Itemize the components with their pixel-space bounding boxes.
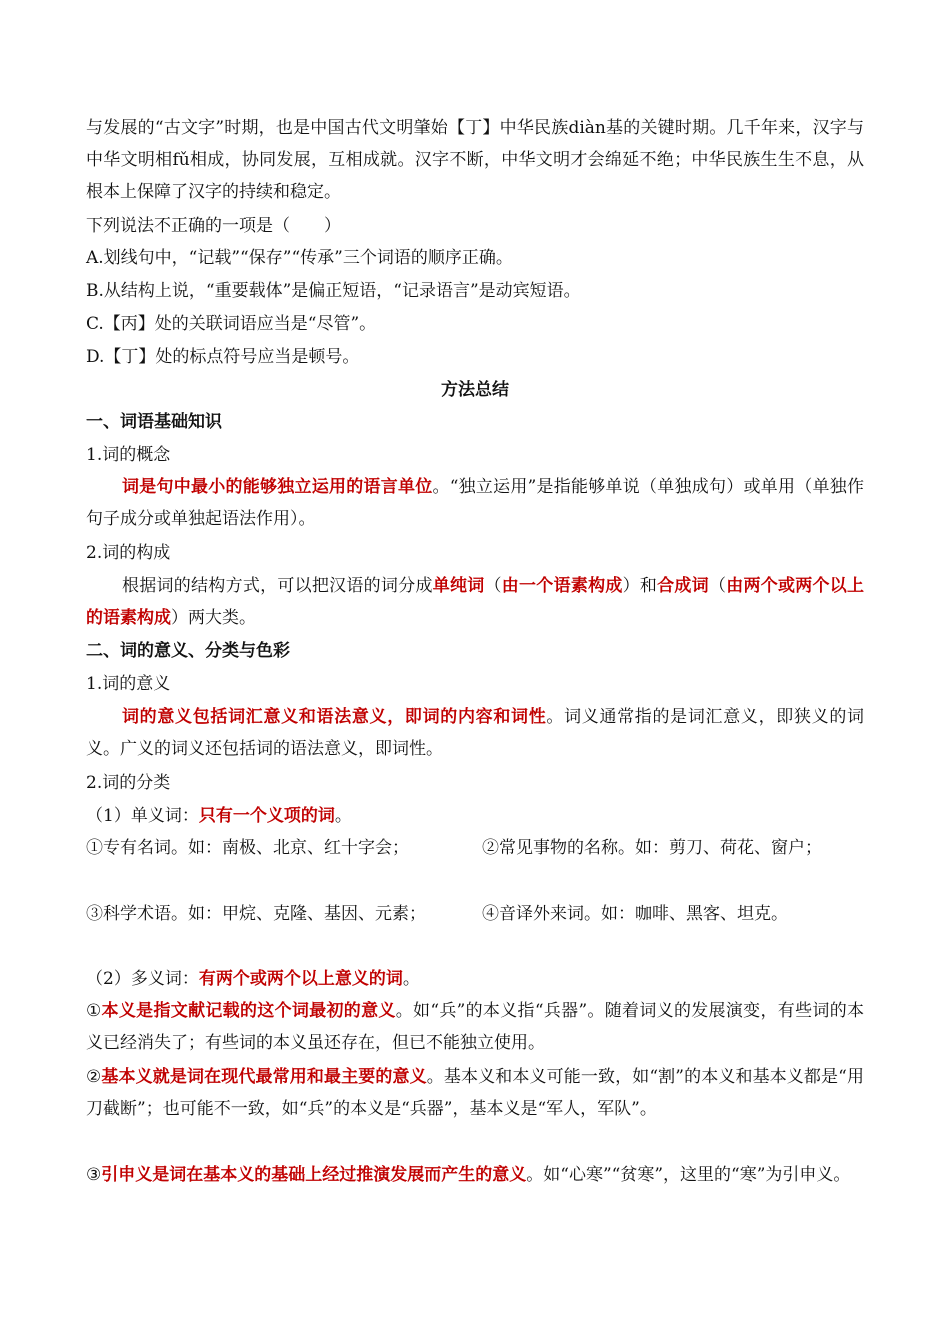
structure-text-5: ）两大类。	[171, 608, 256, 628]
basic-meaning-item	[86, 1061, 864, 1125]
item-number-1: ①	[86, 1001, 102, 1021]
compound-word-def: 由两个或两个以上的语素构成	[86, 576, 865, 628]
monosemous-item-4: ④音译外来词。如：咖啡、黑客、坦克。	[482, 904, 788, 924]
item-number-3: ③	[86, 1165, 102, 1185]
original-meaning-rest: 。如“兵”的本义指“兵器”。随着词义的发展演变，有些词的本义已经消失了；有些词的本义虽还存在，但已不能独立使用。	[86, 1001, 864, 1053]
monosemous-end: 。	[334, 806, 352, 826]
monosemous-label: （1）单义词：	[86, 806, 199, 826]
polysemous-end: 。	[402, 969, 420, 989]
option-c: C.【丙】处的关联词语应当是“尽管”。	[86, 314, 377, 334]
word-concept-key: 词是句中最小的能够独立运用的语言单位	[122, 477, 433, 497]
basic-meaning-rest: 。基本义和本义可能一致，如“割”的本义和基本义都是“用刀截断”；也可能不一致，如“兵”的本义是“兵器”，基本义是“军人，军队”。	[86, 1067, 864, 1119]
item-number-2: ②	[86, 1067, 102, 1087]
monosemous-item-2: ②常见事物的名称。如：剪刀、荷花、窗户；	[482, 838, 822, 858]
structure-text-2: （	[484, 576, 502, 596]
word-meaning-key: 词的意义包括词汇意义和语法意义，即词的内容和词性	[122, 707, 547, 727]
passage-text: 与发展的“古文字”时期，也是中国古代文明肇始【丁】中华民族diàn基的关键时期。几千年来，汉字与中华文明相fǔ相成，协同发展，互相成就。汉字不断，中华文明才会绵延不绝；中华民族生生不息，从根本上保障了汉字的持续和稳定。	[86, 118, 864, 202]
method-summary-title: 方法总结	[441, 380, 509, 400]
monosemous-heading	[86, 800, 864, 832]
word-concept-text	[86, 471, 864, 535]
simple-word-term: 单纯词	[432, 576, 485, 596]
polysemous-def: 有两个或两个以上意义的词	[198, 969, 403, 989]
original-meaning-def: 本义是指文献记载的这个词最初的意义	[101, 1001, 396, 1021]
word-meaning-heading: 1.词的意义	[86, 674, 171, 694]
extended-meaning-def: 引申义是词在基本义的基础上经过推演发展而产生的意义	[101, 1165, 527, 1185]
word-structure-heading: 2.词的构成	[86, 543, 171, 563]
simple-word-def: 由一个语素构成	[501, 576, 623, 596]
compound-word-term: 合成词	[657, 576, 709, 596]
structure-text-1: 根据词的结构方式，可以把汉语的词分成	[122, 576, 433, 596]
structure-text-4: （	[708, 576, 727, 596]
polysemous-heading	[86, 963, 864, 995]
word-classification-heading: 2.词的分类	[86, 773, 171, 793]
question-stem: 下列说法不正确的一项是（ ）	[86, 216, 341, 236]
word-concept-rest: 。“独立运用”是指能够单说（单独成句）或单用（单独作句子成分或单独起语法作用）。	[86, 477, 865, 529]
extended-meaning-item	[86, 1159, 864, 1191]
monosemous-item-1: ①专有名词。如：南极、北京、红十字会；	[86, 838, 409, 858]
extended-meaning-rest: 。如“心寒”“贫寒”，这里的“寒”为引申义。	[526, 1165, 851, 1185]
structure-text-3: ）和	[622, 576, 658, 596]
basic-meaning-def: 基本义就是词在现代最常用和最主要的意义	[101, 1067, 427, 1087]
option-a: A.划线句中，“记载”“保存”“传承”三个词语的顺序正确。	[86, 248, 513, 268]
word-structure-text	[86, 570, 864, 634]
monosemous-def: 只有一个义项的词	[198, 806, 335, 826]
monosemous-item-3: ③科学术语。如：甲烷、克隆、基因、元素；	[86, 904, 426, 924]
option-b: B.从结构上说，“重要载体”是偏正短语，“记录语言”是动宾短语。	[86, 281, 581, 301]
section-2-heading: 二、词的意义、分类与色彩	[86, 641, 290, 661]
polysemous-label: （2）多义词：	[86, 969, 199, 989]
word-concept-heading: 1.词的概念	[86, 445, 171, 465]
word-meaning-rest: 。词义通常指的是词汇意义，即狭义的词义。广义的词义还包括词的语法意义，即词性。	[86, 707, 864, 759]
original-meaning-item	[86, 995, 864, 1059]
word-meaning-text	[86, 701, 864, 765]
option-d: D.【丁】处的标点符号应当是顿号。	[86, 347, 360, 367]
section-1-heading: 一、词语基础知识	[86, 412, 222, 432]
